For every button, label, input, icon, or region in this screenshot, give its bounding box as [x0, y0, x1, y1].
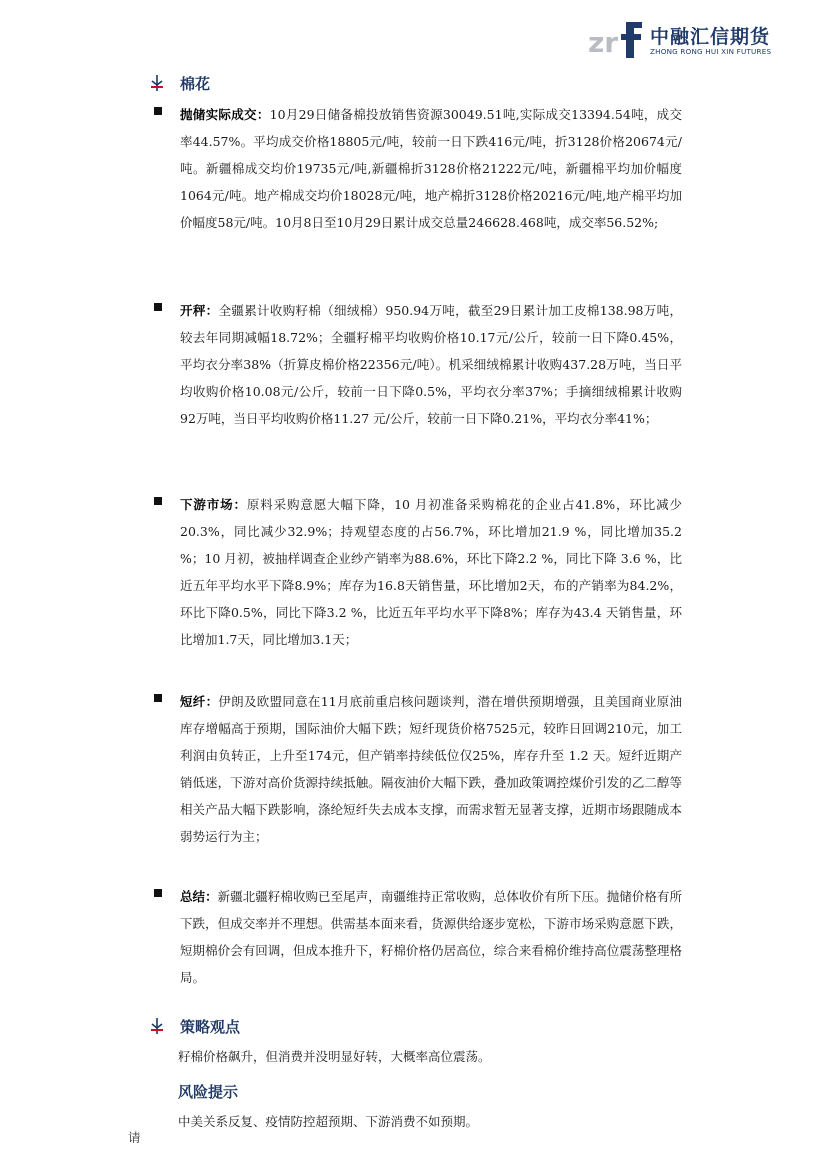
square-bullet-icon [154, 303, 162, 311]
item-label: 开秤： [180, 303, 219, 318]
square-bullet-icon [154, 107, 162, 115]
company-logo [588, 18, 778, 64]
paragraph-auction [180, 101, 682, 236]
item-label: 抛储实际成交： [180, 107, 270, 122]
logo-chinese-name: 中融汇信期货 [650, 26, 771, 48]
item-text: 伊朗及欧盟同意在11月底前重启核问题谈判，潜在增供预期增强，且美国商业原油库存增幅高于预期，国际油价大幅下跌；短纤现货价格7525元，较昨日回调210元，加工利润由负转正，上升至174元，但产销率持续低位仅25%，库存升至 1.2 天。短纤近期产销低迷，下游对高价货源持续抵触。隔夜油价大幅下跌，叠加政策调控煤价引发的乙二醇等相关产品大幅下跌影响，涤纶短纤失去成本支撑，而需求暂无显著支撑，近期市场跟随成本弱势运行为主； [180, 694, 682, 845]
strategy-text: 籽棉价格飙升，但消费并没明显好转，大概率高位震荡。 [178, 1049, 491, 1064]
section-title: 策略观点 [180, 1018, 241, 1036]
arrow-bullet-icon [150, 1018, 164, 1034]
paragraph-staple-fiber [180, 688, 682, 851]
arrow-bullet-icon [150, 75, 164, 91]
footer-text: 请 [128, 1130, 141, 1145]
paragraph-purchase [180, 297, 682, 432]
square-bullet-icon [154, 497, 162, 505]
section-title: 风险提示 [178, 1083, 239, 1101]
zrf-logo-icon [588, 18, 644, 62]
item-text: 10月29日储备棉投放销售资源30049.51吨,实际成交13394.54吨，成交率44.57%。平均成交价格18805元/吨，较前一日下跌416元/吨，折3128价格20674元/吨。新疆棉成交均价19735元/吨,新疆棉折3128价格21222元/吨，新疆棉平均加价幅度1064元/吨。地产棉成交均价18028元/吨，地产棉折3128价格20216元/吨,地产棉平均加价幅度58元/吨。10月8日至10月29日累计成交总量246628.468吨，成交率56.52%; [180, 107, 682, 231]
logo-english-name: ZHONG RONG HUI XIN FUTURES [650, 47, 772, 56]
section-title: 棉花 [180, 75, 211, 93]
item-label: 短纤： [180, 694, 219, 709]
svg-text:zr: zr [588, 26, 619, 59]
item-label: 下游市场： [180, 497, 247, 512]
section-heading-risk [178, 1081, 238, 1102]
item-text: 新疆北疆籽棉收购已至尾声，南疆维持正常收购，总体收价有所下压。抛储价格有所下跌，但成交率并不理想。供需基本面来看，货源供给逐步宽松，下游市场采购意愿下跌，短期棉价会有回调，但成本推升下，籽棉价格仍居高位，综合来看棉价维持高位震荡整理格局。 [180, 889, 682, 986]
item-text: 全疆累计收购籽棉（细绒棉）950.94万吨，截至29日累计加工皮棉138.98万吨，较去年同期减幅18.72%；全疆籽棉平均收购价格10.17元/公斤，较前一日下降0.45%，平均衣分率38%（折算皮棉价格22356元/吨）。机采细绒棉累计收购437.28万吨，当日平均收购价格10.08元/公斤，较前一日下降0.5%，平均衣分率37%；手摘细绒棉累计收购92万吨，当日平均收购价格11.27 元/公斤，较前一日下降0.21%，平均衣分率41%； [180, 303, 682, 427]
paragraph-downstream [180, 491, 682, 654]
square-bullet-icon [154, 694, 162, 702]
risk-text: 中美关系反复、疫情防控超预期、下游消费不如预期。 [178, 1114, 479, 1129]
item-text: 原料采购意愿大幅下降，10 月初准备采购棉花的企业占41.8%，环比减少20.3%，同比减少32.9%；持观望态度的占56.7%，环比增加21.9 %，同比增加35.2 %；10 月初，被抽样调查企业纱产销率为88.6%，环比下降2.2 %，同比下降 3.6 %，比近五年平均水平下降8.9%；库存为16.8天销售量，环比增加2天，布的产销率为84.2%，环比下降0.5%，同比下降3.2 %，比近五年平均水平下降8%；库存为43.4 天销售量，环比增加1.7天，同比增加3.1天； [180, 497, 682, 648]
item-label: 总结： [180, 889, 218, 904]
square-bullet-icon [154, 889, 162, 897]
paragraph-summary [180, 883, 682, 991]
